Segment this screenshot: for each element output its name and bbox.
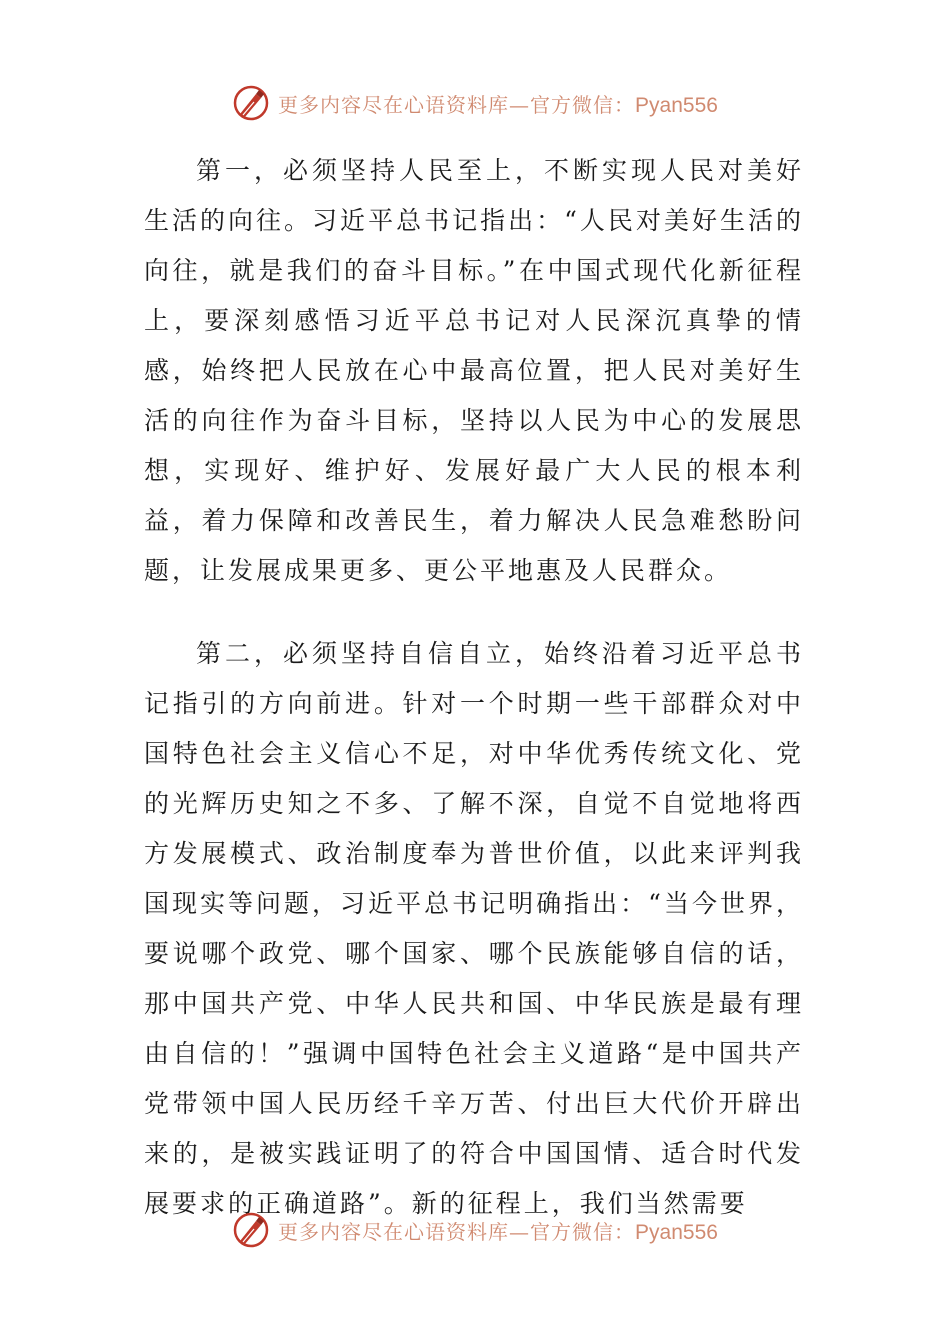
paragraph-1: 第一，必须坚持人民至上，不断实现人民对美好生活的向往。习近平总书记指出：“人民对美好生活的向往，就是我们的奋斗目标。”在中国式现代化新征程上，要深刻感悟习近平总书记对人民深沉真挚的情感，始终把人民放在心中最高位置，把人民对美好生活的向往作为奋斗目标，坚持以人民为中心的发展思想，实现好、维护好、发展好最广大人民的根本利益，着力保障和改善民生，着力解决人民急难愁盼问题，让发展成果更多、更公平地惠及人民群众。 <box>144 156 804 585</box>
header-watermark-banner <box>0 80 950 126</box>
pen-nib-logo-icon <box>232 84 270 122</box>
pen-nib-logo-icon <box>232 1211 270 1249</box>
paragraph-2: 第二，必须坚持自信自立，始终沿着习近平总书记指引的方向前进。针对一个时期一些干部群众对中国特色社会主义信心不足，对中华优秀传统文化、党的光辉历史知之不多、了解不深，自觉不自觉地将西方发展模式、政治制度奉为普世价值，以此来评判我国现实等问题，习近平总书记明确指出：“当今世界，要说哪个政党、哪个国家、哪个民族能够自信的话，那中国共产党、中华人民共和国、中华民族是最有理由自信的！”强调中国特色社会主义道路“是中国共产党带领中国人民历经千辛万苦、付出巨大代价开辟出来的，是被实践证明了的符合中国国情、适合时代发展要求的正确道路”。新的征程上，我们当然需要 <box>144 639 804 1218</box>
footer-watermark-text: 更多内容尽在心语资料库—官方微信：Pyan556 <box>278 1219 718 1244</box>
footer-watermark-banner <box>0 1207 950 1253</box>
header-watermark-text: 更多内容尽在心语资料库—官方微信：Pyan556 <box>278 92 718 117</box>
document-body <box>144 146 804 1229</box>
wechat-id: Pyan556 <box>635 1220 718 1244</box>
wechat-id: Pyan556 <box>635 93 718 117</box>
